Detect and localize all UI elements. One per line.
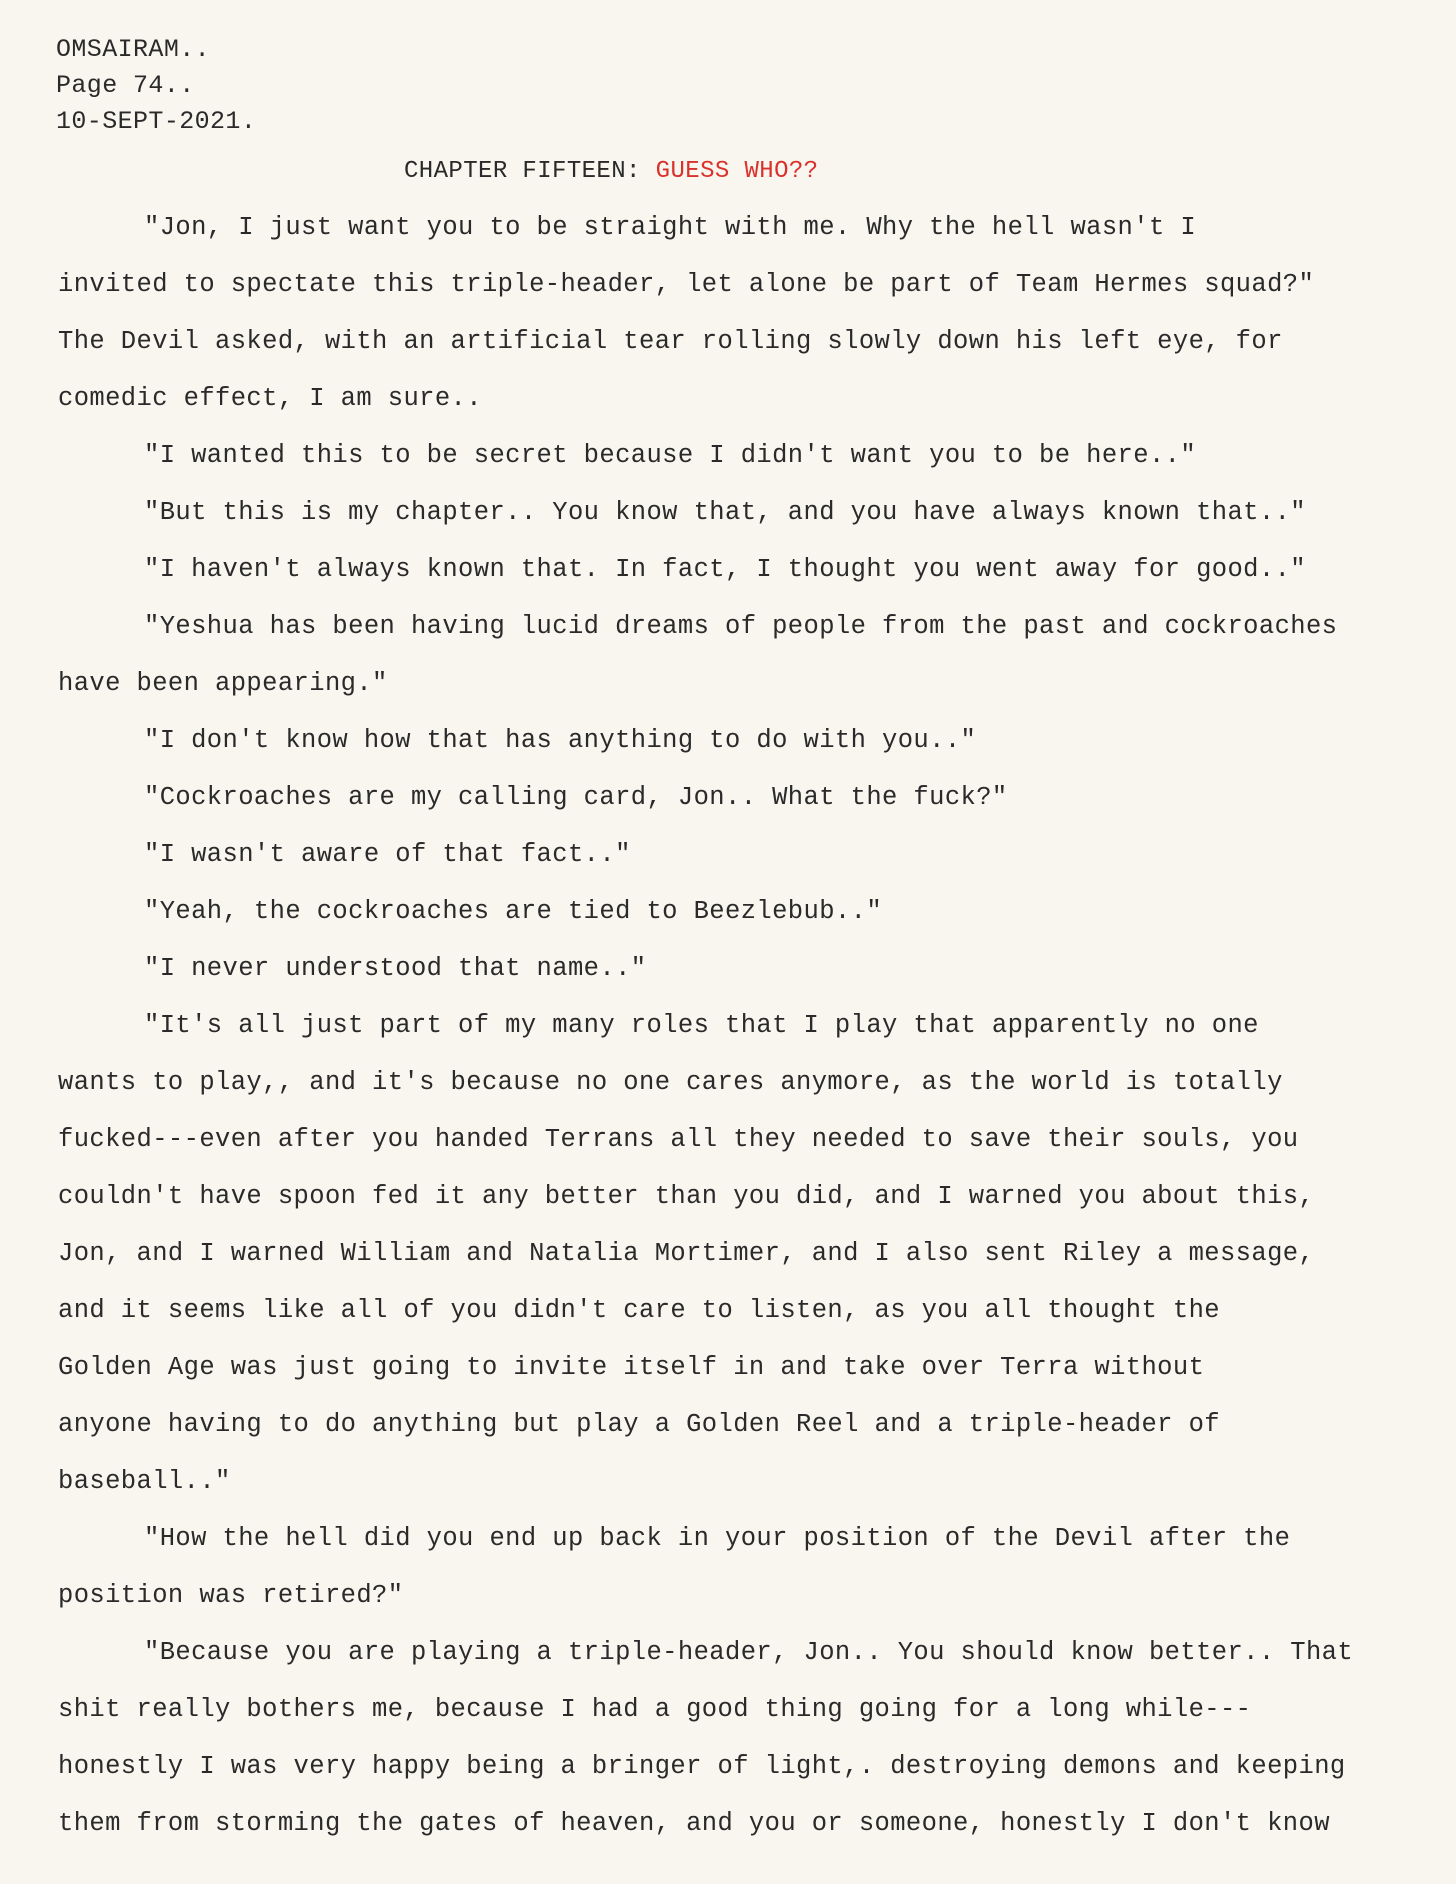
text-line: "Because you are playing a triple-header, Jon.. You should know better.. That (144, 1638, 1354, 1667)
text-line: wants to play,, and it's because no one cares anymore, as the world is totally (58, 1068, 1283, 1097)
text-line: honestly I was very happy being a bringer of light,. destroying demons and keeping (58, 1752, 1346, 1781)
text-line: couldn't have spoon fed it any better than you did, and I warned you about this, (58, 1182, 1315, 1211)
chapter-title-red: GUESS WHO?? (655, 158, 819, 185)
text-line: "It's all just part of my many roles that I play that apparently no one (144, 1011, 1259, 1040)
text-line: "I wanted this to be secret because I didn't want you to be here.." (144, 441, 1197, 470)
text-line: "I don't know how that has anything to do with you.." (144, 726, 977, 755)
text-line: them from storming the gates of heaven, and you or someone, honestly I don't know (58, 1809, 1330, 1838)
chapter-title-prefix: CHAPTER FIFTEEN: (404, 158, 641, 185)
header-invocation: OMSAIRAM.. (56, 35, 211, 64)
text-line: "Cockroaches are my calling card, Jon.. What the fuck?" (144, 783, 1008, 812)
page-header (56, 32, 256, 140)
text-line: have been appearing." (58, 669, 388, 698)
text-line: Jon, and I warned William and Natalia Mortimer, and I also sent Riley a message, (58, 1239, 1315, 1268)
text-line: "Jon, I just want you to be straight with me. Why the hell wasn't I (144, 213, 1197, 242)
text-line: The Devil asked, with an artificial tear rolling slowly down his left eye, for (58, 327, 1283, 356)
text-line: baseball.." (58, 1467, 231, 1496)
text-line: fucked---even after you handed Terrans all they needed to save their souls, you (58, 1125, 1299, 1154)
text-line: "I haven't always known that. In fact, I thought you went away for good.." (144, 555, 1306, 584)
text-line: "How the hell did you end up back in your position of the Devil after the (144, 1524, 1291, 1553)
chapter-title (404, 158, 818, 185)
text-line: and it seems like all of you didn't care to listen, as you all thought the (58, 1296, 1220, 1325)
text-line: "Yeshua has been having lucid dreams of people from the past and cockroaches (144, 612, 1338, 641)
text-line: shit really bothers me, because I had a good thing going for a long while--- (58, 1695, 1252, 1724)
text-line: anyone having to do anything but play a Golden Reel and a triple-header of (58, 1410, 1220, 1439)
text-line: "I never understood that name.." (144, 954, 647, 983)
text-line: "Yeah, the cockroaches are tied to Beezlebub.." (144, 897, 883, 926)
page-date: 10-SEPT-2021. (56, 107, 257, 136)
text-line: "I wasn't aware of that fact.." (144, 840, 631, 869)
text-line: comedic effect, I am sure.. (58, 384, 482, 413)
text-line: position was retired?" (58, 1581, 404, 1610)
text-line: Golden Age was just going to invite itself in and take over Terra without (58, 1353, 1205, 1382)
text-line: "But this is my chapter.. You know that, and you have always known that.." (144, 498, 1306, 527)
page-number: Page 74.. (56, 71, 195, 100)
text-line: invited to spectate this triple-header, let alone be part of Team Hermes squad?" (58, 270, 1315, 299)
body-text (58, 206, 1448, 1859)
